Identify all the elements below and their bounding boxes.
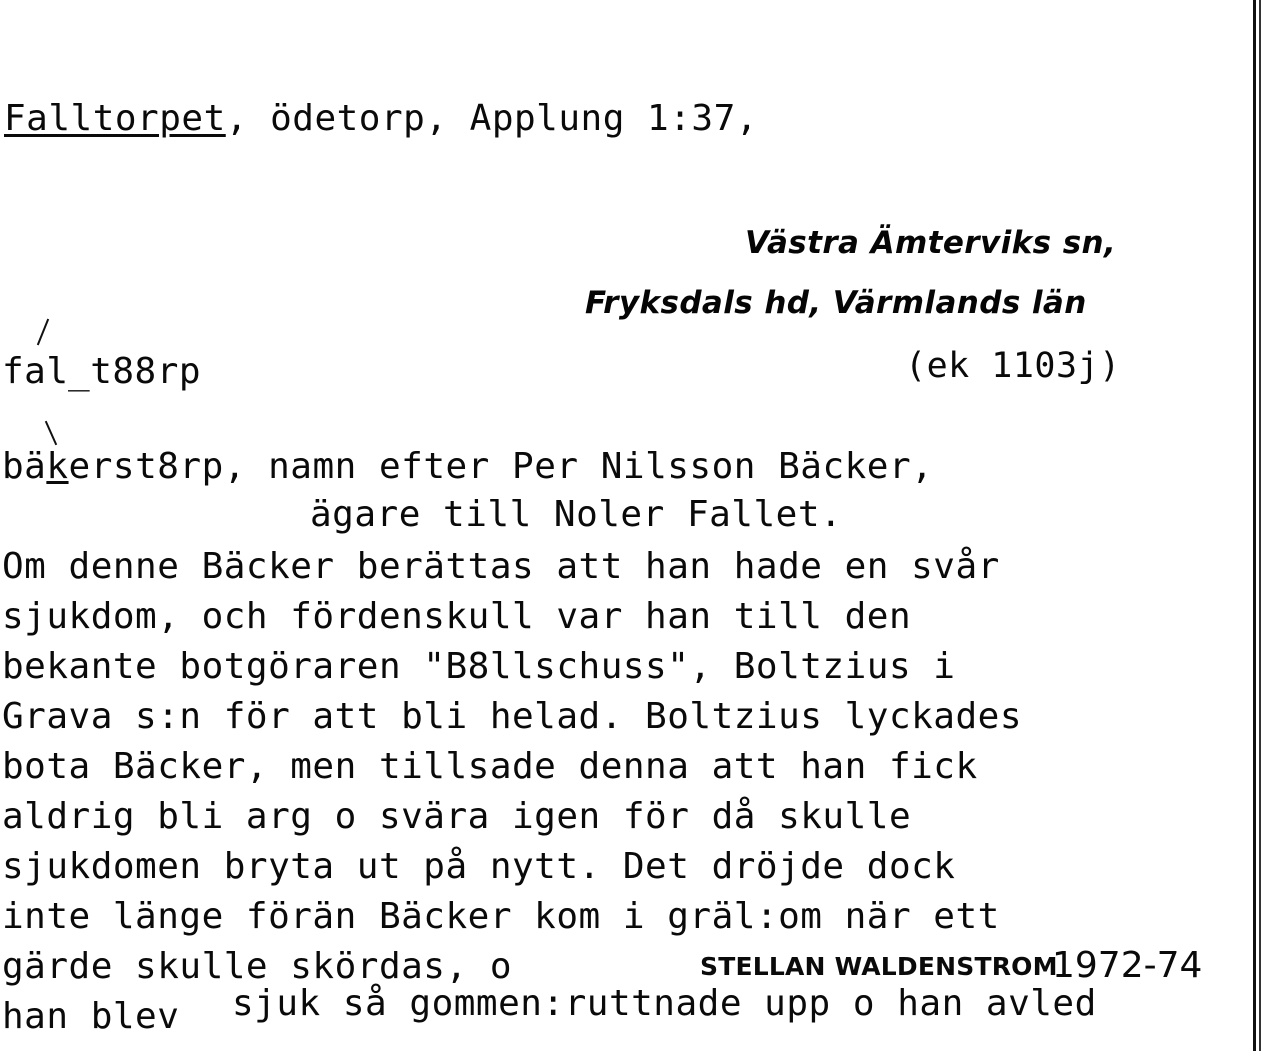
handwritten-accent-mark-2 bbox=[45, 421, 57, 446]
body-line-1: Om denne Bäcker berättas att han hade en svår bbox=[2, 546, 1000, 587]
pronunciation-form-2-pre: bä bbox=[2, 446, 47, 487]
body-line-11: sjuk så gommen:ruttnade upp o han avled bbox=[232, 983, 1097, 1024]
body-line-6: aldrig bli arg o svära igen för då skulle bbox=[2, 796, 912, 837]
body-line-10: han blev bbox=[2, 996, 180, 1037]
map-reference: (ek 1103j) bbox=[905, 346, 1121, 386]
headword: Falltorpet bbox=[4, 98, 226, 139]
body-line-2: sjukdom, och fördenskull var han till den bbox=[2, 596, 912, 637]
pronunciation-form-1: fal̲t88rp bbox=[2, 351, 202, 392]
headword-line bbox=[4, 100, 758, 138]
handwritten-accent-mark-1 bbox=[37, 319, 49, 346]
body-line-7: sjukdomen bryta ut på nytt. Det dröjde dock bbox=[2, 846, 956, 887]
collector-stamp: STELLAN WALDENSTROM bbox=[700, 952, 1058, 981]
body-line-4: Grava s:n för att bli helad. Boltzius lyckades bbox=[2, 696, 1022, 737]
body-line-3: bekante botgöraren "B8llschuss", Boltzius i bbox=[2, 646, 956, 687]
pronunciation-form-2-continuation: ägare till Noler Fallet. bbox=[310, 494, 843, 535]
pronunciation-form-2-post: erst8rp, namn efter Per Nilsson Bäcker, bbox=[68, 446, 934, 487]
parish-line-2: Fryksdals hd, Värmlands län bbox=[585, 285, 1087, 321]
headword-rest: , ödetorp, Applung 1:37, bbox=[225, 98, 758, 139]
pronunciation-form-2-underlined: k bbox=[46, 446, 69, 487]
collector-stamp-year: 1972-74 bbox=[1052, 945, 1203, 986]
body-line-9: gärde skulle skördas, o bbox=[2, 946, 512, 987]
body-line-8: inte länge förän Bäcker kom i gräl:om när ett bbox=[2, 896, 1000, 937]
card-right-edge-rule bbox=[1253, 0, 1256, 1051]
parish-line-1: Västra Ämterviks sn, bbox=[745, 225, 1117, 261]
pronunciation-form-2 bbox=[2, 448, 933, 486]
body-line-5: bota Bäcker, men tillsade denna att han fick bbox=[2, 746, 978, 787]
